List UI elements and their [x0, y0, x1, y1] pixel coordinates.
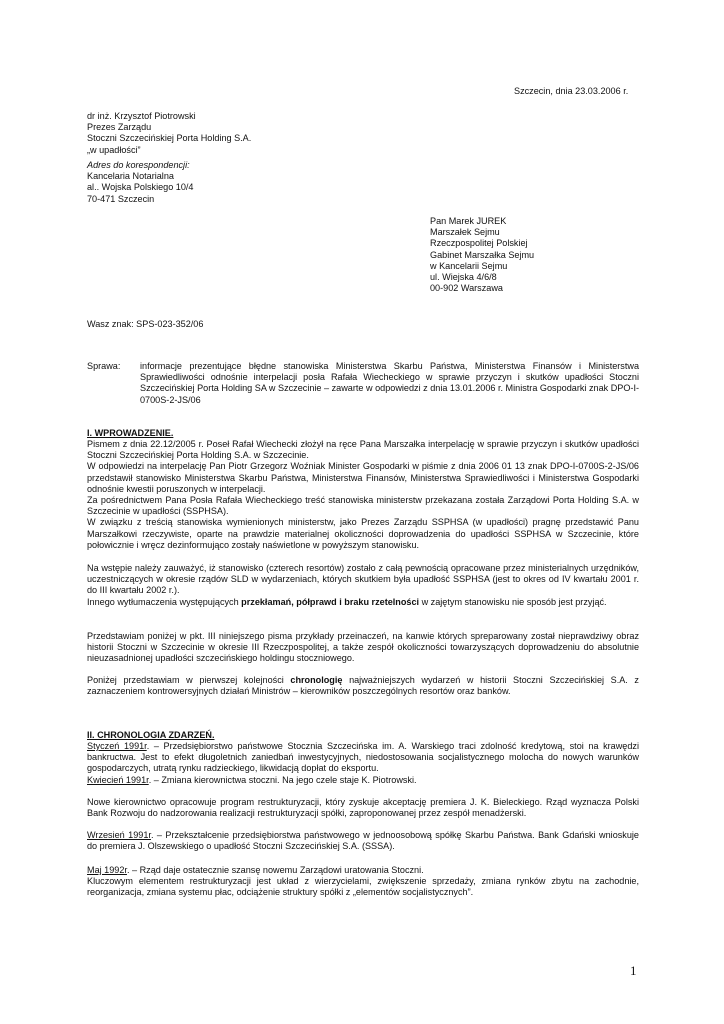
paragraph: Kluczowym elementem restrukturyzacji jest układ z wierzycielami, zwiększenie sprzedaży, zmiana rynków zbytu na zachodnie, reorganizacja, zmiana systemu płac, odciążenie struktury spółki z „elementów socjalistycznych”. [87, 876, 639, 898]
sender-line: „w upadłości” [87, 144, 141, 155]
paragraph: Nowe kierownictwo opracowuje program restrukturyzacji, który zyskuje akceptację premiera J. K. Bieleckiego. Rząd wyznacza Polski Bank Rozwoju do nadzorowania realizacji restrukturyzacji spółki, zaproponowanej przez zespół menadżerski. [87, 797, 639, 819]
paragraph: Na wstępie należy zauważyć, iż stanowisko (czterech resortów) zostało z całą pewnością opracowane przez ministerialnych urzędników, uczestniczących w okresie rządów SLD w wydarzeniach, których skutkiem była upadłość SSPHSA (jest to okres od IV kwartału 2001 r. do III kwartału 2002 r.). [87, 563, 639, 596]
introduction-note-block [87, 563, 639, 608]
correspondence-label: Adres do korespondencji: [87, 160, 190, 170]
recipient-line: Pan Marek JUREK [430, 216, 507, 226]
emphasis-text: przekłamań, półprawd i braku rzetelności [241, 596, 420, 607]
subject-block [87, 361, 639, 406]
text-run: Innego wytłumaczenia występujących [87, 596, 242, 607]
sender-line: Stoczni Szczecińskiej Porta Holding S.A. [87, 133, 252, 144]
text-run: w zajętym stanowisku nie sposób jest przyjąć. [419, 596, 607, 607]
section-heading-introduction: I. WPROWADZENIE. [87, 428, 174, 438]
paragraph-block [87, 675, 639, 697]
recipient-block [430, 216, 534, 294]
entry-date: Wrzesień 1991r [87, 830, 151, 840]
paragraph: Za pośrednictwem Pana Posła Rafała Wiecheckiego treść stanowiska ministerstw przekazana została Zarządowi Porta Holding S.A. w Szczecinie w upadłości (SSPHSA). [87, 495, 639, 517]
section-heading-chronology: II. CHRONOLOGIA ZDARZEŃ. [87, 730, 215, 740]
chronology-entry [87, 865, 639, 876]
correspondence-block [87, 160, 194, 205]
paragraph [87, 675, 639, 697]
emphasis-text: chronologię [290, 675, 343, 685]
paragraph: Pismem z dnia 22.12/2005 r. Poseł Rafał Wiechecki złożył na ręce Pana Marszałka interpelację w sprawie przyczyn i skutków upadłości Stoczni Szczecińskiej Porta Holding S.A. w Szczecinie. [87, 439, 639, 461]
entry-date: Kwiecień 1991r [87, 774, 149, 785]
entry-date: Maj 1992r [87, 865, 127, 875]
paragraph: W odpowiedzi na interpelację Pan Piotr Grzegorz Woźniak Minister Gospodarki w piśmie z dnia 2006 01 13 znak DPO-I-0700S-2-JS/06 przedstawił stanowisko Ministerstwa Skarbu Państwa, Ministerstwa Finansów, Ministerstwa Sprawiedliwości i Ministerstwa Gospodarki odnośnie kwestii poruszonych w interpelacji. [87, 461, 639, 494]
paragraph-block [87, 797, 639, 819]
subject-label: Sprawa: [87, 361, 121, 371]
text-run: najważniejszych wydarzeń w historii Stoczni Szczecińskiej S.A. z zaznaczeniem kontrowersyjnych działań Ministrów – kierowników poszczególnych resortów oraz banków. [87, 675, 639, 697]
correspondence-line: Kancelaria Notarialna [87, 171, 174, 182]
correspondence-line: 70-471 Szczecin [87, 193, 155, 204]
recipient-line: Rzeczpospolitej Polskiej [430, 238, 528, 249]
recipient-line: Gabinet Marszałka Sejmu [430, 249, 535, 260]
recipient-line: Marszałek Sejmu [430, 227, 500, 238]
entry-text: . – Przedsiębiorstwo państwowe Stocznia Szczecińska im. A. Warskiego traci zdolność kredytową, stoi na krawędzi bankructwa. Jest to efekt długoletnich zaniedbań inwestycyjnych, niedostosowania socjalistycznego molocha do nowych warunków gospodarczych, utratą rynku radzieckiego, likwidacją dopłat do eksportu. [87, 741, 639, 774]
paragraph [87, 597, 639, 608]
page-number: 1 [630, 963, 637, 978]
paragraph: Przedstawiam poniżej w pkt. III niniejszego pisma przykłady przeinaczeń, na kanwie których spreparowany został nieprawdziwy obraz historii Stoczni w Szczecinie w okresie III Rzeczpospolitej, a także zespół okoliczności towarzyszących doprowadzeniu do absolutnie nieuzasadnionej upadłości szczecińskiego holdingu stoczniowego. [87, 631, 639, 664]
paragraph-block [87, 631, 639, 665]
entry-text: . – Zmiana kierownictwa stoczni. Na jego czele staje K. Piotrowski. [148, 774, 417, 785]
chronology-block [87, 741, 639, 786]
sender-block [87, 111, 251, 156]
subject-text: informacje prezentujące błędne stanowiska Ministerstwa Skarbu Państwa, Ministerstwa Finansów i Ministerstwa Sprawiedliwości odnośnie interpelacji posła Rafała Wiecheckiego w sprawie przyczyn i skutków upadłości Stoczni Szczecińskiej Porta Holding SA w Szczecinie – zawarte w odpowiedzi z dnia 13.01.2006 r. Ministra Gospodarki znak DPO-I-0700S-2-JS/06 [140, 361, 639, 405]
sender-line: Prezes Zarządu [87, 122, 152, 133]
chronology-entry [87, 741, 639, 775]
sender-line: dr inż. Krzysztof Piotrowski [87, 111, 196, 121]
recipient-line: 00-902 Warszawa [430, 283, 503, 294]
paragraph: W związku z treścią stanowiska wymienionych ministerstw, jako Prezes Zarządu SSPHSA (w upadłości) pragnę przedstawić Panu Marszałkowi rzeczywiste, oparte na prawdzie materialnej okoliczności doprowadzenia do upadłości SSPHSA w Szczecinie, które połowicznie i wręcz dezinformująco zostały naświetlone w powyższym stanowisku. [87, 517, 639, 550]
entry-text: . – Rząd daje ostatecznie szansę nowemu Zarządowi uratowania Stoczni. [126, 865, 424, 875]
introduction-block [87, 439, 639, 551]
chronology-entry [87, 775, 639, 786]
place-date: Szczecin, dnia 23.03.2006 r. [514, 86, 629, 96]
recipient-line: ul. Wiejska 4/6/8 [430, 272, 497, 283]
reference-number: Wasz znak: SPS-023-352/06 [87, 319, 204, 329]
entry-date: Styczeń 1991r [87, 741, 147, 751]
chronology-block [87, 865, 639, 899]
entry-text: . – Przekształcenie przedsiębiorstwa państwowego w jednoosobową spółkę Skarbu Państwa. Bank Gdański wnioskuje do premiera J. Olszewskiego o upadłość Stoczni Szczecińskiej S.A. (SSSA). [87, 830, 639, 852]
chronology-entry [87, 830, 639, 852]
correspondence-line: al.. Wojska Polskiego 10/4 [87, 182, 194, 193]
text-run: Poniżej przedstawiam w pierwszej kolejności [87, 675, 291, 685]
recipient-line: w Kancelarii Sejmu [430, 260, 508, 271]
chronology-block [87, 830, 639, 852]
